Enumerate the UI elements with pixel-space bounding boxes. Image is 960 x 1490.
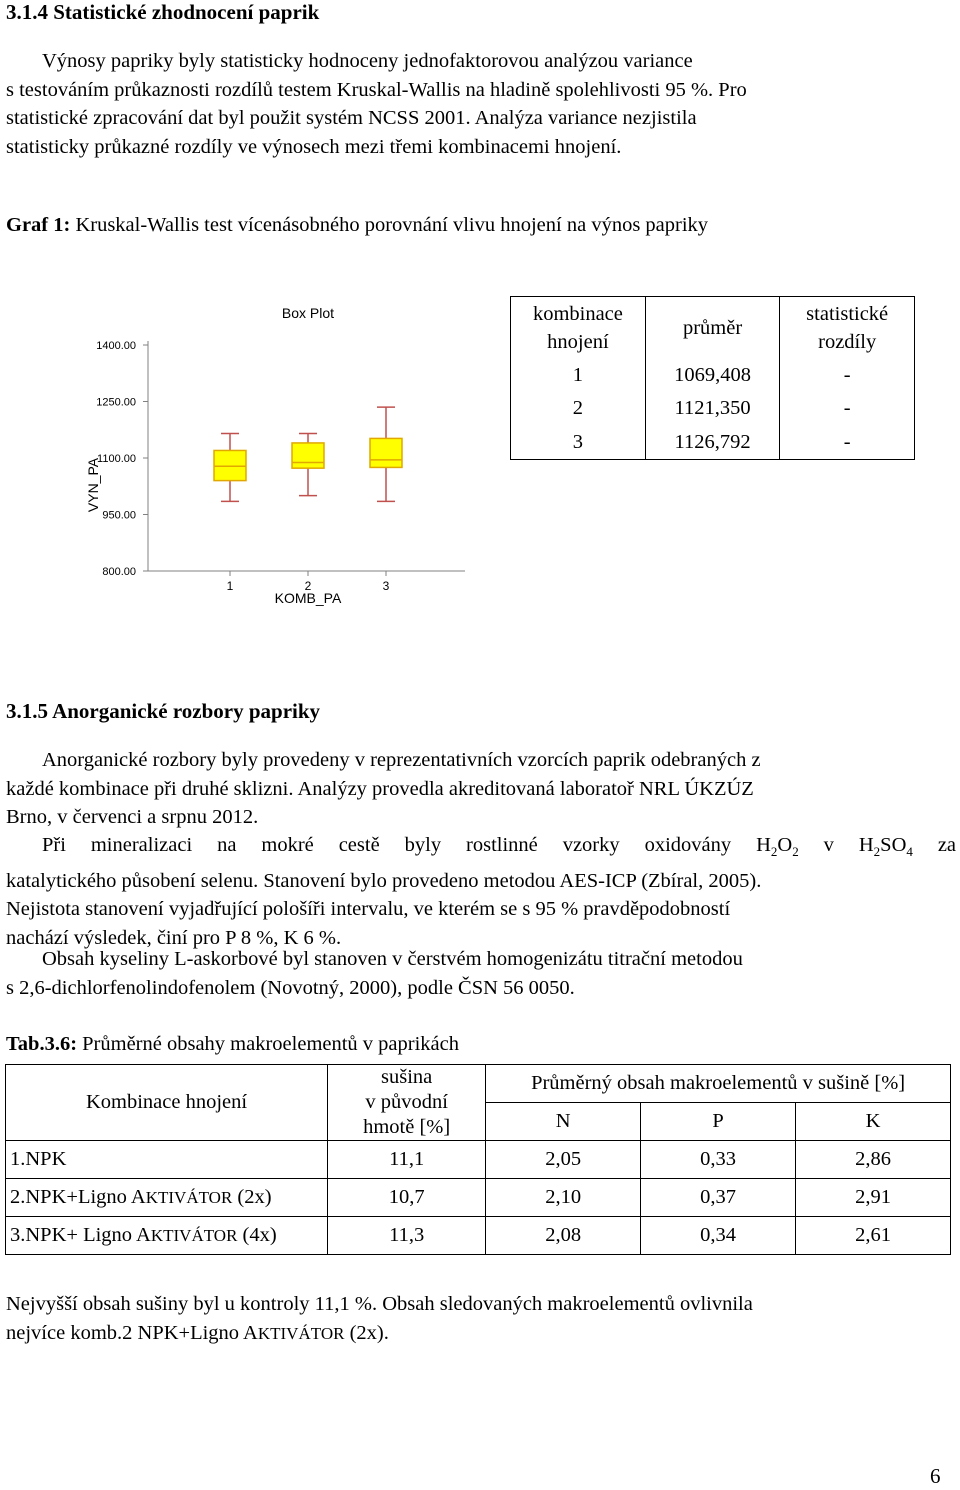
box-iqr: [214, 450, 246, 480]
table-cell: 2,05: [486, 1141, 641, 1179]
y-tick-label: 800.00: [102, 566, 136, 578]
header-text: hnojení: [547, 331, 609, 354]
table-cell: 1: [511, 360, 646, 392]
label-part: 2.NPK+Ligno A: [10, 1186, 146, 1208]
kruskal-summary-table: [510, 296, 915, 460]
paragraph-line: [6, 47, 944, 76]
label-part: (2x): [232, 1186, 272, 1208]
paragraph-line: [6, 945, 956, 974]
paragraph-line: katalytického působení selenu. Stanovení bylo provedeno metodou AES-ICP (Zbíral, 2005).: [6, 869, 762, 892]
header-cell-rozdily: [780, 297, 915, 360]
header-text: statistické: [806, 303, 889, 326]
table-cell: 1126,792: [645, 426, 780, 460]
y-tick-label: 1400.00: [96, 340, 136, 352]
table-cell: 1069,408: [645, 360, 780, 392]
paragraph-line: statisticky průkazné rozdíly ve výnosech mezi třemi kombinacemi hnojení.: [6, 135, 622, 158]
table-cell: 2,86: [796, 1141, 951, 1179]
section-heading-statistics: 3.1.4 Statistické zhodnocení paprik: [6, 0, 320, 24]
line-text: Výnosy papriky byly statisticky hodnoceny jednofaktorovou analýzou variance: [42, 50, 693, 72]
paragraph-line: každé kombinace při druhé sklizni. Analýzy provedla akreditovaná laboratoř NRL ÚKZÚZ: [6, 777, 754, 800]
word: v: [823, 834, 834, 856]
y-tick-label: 1250.00: [96, 396, 136, 409]
formula-h2so4: [858, 834, 913, 860]
page-number: 6: [930, 1464, 941, 1488]
graph-caption-text: Kruskal-Wallis test vícenásobného porovnání vlivu hnojení na výnos papriky: [70, 214, 709, 236]
table-header-row: [511, 297, 915, 360]
table-cell: 10,7: [328, 1179, 486, 1217]
x-axis-label: KOMB_PA: [274, 590, 342, 606]
anorganic-paragraph-2: [6, 831, 956, 952]
label-smallcaps: KTIVÁTOR: [150, 1226, 238, 1245]
x-tick-label: 3: [382, 579, 390, 593]
header-cell-p: P: [641, 1103, 796, 1141]
subscript: 4: [906, 844, 913, 860]
table-row: [6, 1179, 951, 1217]
table-cell: -: [780, 360, 915, 392]
box-iqr: [370, 438, 402, 467]
table-caption-text: Průměrné obsahy makroelementů v paprikách: [77, 1033, 460, 1055]
table-cell: 2,08: [486, 1217, 641, 1255]
paragraph-line: Brno, v červenci a srpnu 2012.: [6, 806, 259, 828]
row-label: [6, 1179, 328, 1217]
paragraph-line: s testováním průkaznosti rozdílů testem Kruskal-Wallis na hladině spolehlivosti 95 %. Pro: [6, 78, 747, 101]
table-cell: 2,10: [486, 1179, 641, 1217]
table-cell: 11,3: [328, 1217, 486, 1255]
table-row: [511, 360, 915, 392]
table-header-row: [6, 1065, 951, 1103]
paragraph-line: nachází výsledek, činí pro P 8 %, K 6 %.: [6, 926, 342, 949]
conclusion-paragraph: [6, 1290, 956, 1348]
table-cell: 0,34: [641, 1217, 796, 1255]
table-cell: -: [780, 392, 915, 426]
box-iqr: [292, 443, 324, 468]
paragraph-line: [6, 1319, 956, 1349]
table-caption: [6, 1033, 459, 1056]
table-cell: -: [780, 426, 915, 460]
table-row: [511, 426, 915, 460]
formula-h2o2: [756, 834, 799, 860]
header-cell-prumer: průměr: [645, 297, 780, 360]
chem-symbol: H: [756, 834, 771, 856]
chem-symbol: S: [880, 834, 892, 856]
x-tick-label: 2: [304, 579, 312, 593]
header-cell-kombinace: [511, 297, 646, 360]
section-heading-anorganic: 3.1.5 Anorganické rozbory papriky: [6, 699, 321, 723]
header-cell-n: N: [486, 1103, 641, 1141]
chem-symbol: H: [858, 834, 874, 856]
row-label: 1.NPK: [6, 1141, 328, 1179]
header-cell-susina: [328, 1065, 486, 1141]
table-cell: 0,37: [641, 1179, 796, 1217]
header-text: rozdíly: [818, 331, 877, 354]
table-cell: 2,91: [796, 1179, 951, 1217]
label-part: (4x): [237, 1224, 277, 1246]
table-cell: 1121,350: [645, 392, 780, 426]
subscript: 2: [770, 844, 778, 860]
paragraph-line: s 2,6-dichlorfenolindofenolem (Novotný, 2000), podle ČSN 56 0050.: [6, 976, 575, 999]
graph-caption: [6, 214, 708, 237]
y-tick-label: 1100.00: [97, 453, 136, 465]
header-cell-prumer: Průměrný obsah makroelementů v sušině [%]: [486, 1065, 951, 1103]
table-caption-label: Tab.3.6:: [6, 1033, 78, 1055]
table-cell: 2,61: [796, 1217, 951, 1255]
subscript: 2: [873, 844, 881, 860]
y-tick-label: 950.00: [102, 509, 136, 522]
header-cell-kombinace: Kombinace hnojení: [6, 1065, 328, 1141]
paragraph-line: statistické zpracování dat byl použit systém NCSS 2001. Analýza variance nezjistila: [6, 107, 697, 129]
x-tick-label: 1: [226, 579, 234, 593]
table-row: [6, 1217, 951, 1255]
table-row: [6, 1141, 951, 1179]
line-text: Obsah kyseliny L-askorbové byl stanoven v čerstvém homogenizátu titrační metodou: [42, 948, 743, 970]
box-plot-chart: [70, 300, 470, 610]
table-cell: 3: [511, 426, 646, 460]
label-part: 3.NPK+ Ligno A: [10, 1224, 151, 1246]
word: za: [937, 834, 957, 856]
subscript: 2: [792, 844, 799, 860]
paragraph-line: [6, 746, 956, 775]
table-row: [511, 392, 915, 426]
header-text: hmotě [%]: [363, 1116, 451, 1138]
line-text: Anorganické rozbory byly provedeny v reprezentativních vzorcích paprik odebraných z: [42, 749, 761, 771]
graph-caption-label: Graf 1:: [6, 214, 71, 236]
header-text: kombinace: [532, 303, 623, 326]
header-text: sušina: [381, 1066, 433, 1088]
table-cell: 2: [511, 392, 646, 426]
label-smallcaps: KTIVÁTOR: [145, 1188, 233, 1207]
y-axis-label: VYN_PA: [85, 457, 101, 513]
macroelements-table: [5, 1064, 951, 1255]
line-text: (2x).: [344, 1321, 389, 1344]
smallcaps-text: KTIVÁTOR: [257, 1323, 345, 1343]
line-text: nejvíce komb.2 NPK+Ligno A: [6, 1321, 258, 1344]
header-cell-k: K: [796, 1103, 951, 1141]
row-label: [6, 1217, 328, 1255]
table-cell: 0,33: [641, 1141, 796, 1179]
line-text: Při mineralizaci na mokré cestě byly rostlinné vzorky oxidovány: [42, 834, 732, 856]
table-cell: 11,1: [328, 1141, 486, 1179]
anorganic-paragraph-1: [6, 746, 956, 832]
anorganic-paragraph-3: [6, 945, 956, 1002]
paragraph-line: Nejistota stanovení vyjadřující pološíři intervalu, ve kterém se s 95 % pravděpodobností: [6, 898, 731, 921]
chem-symbol: O: [777, 834, 793, 856]
chart-title: Box Plot: [281, 305, 335, 321]
paragraph-line: [6, 831, 956, 867]
paragraph-line: Nejvyšší obsah sušiny byl u kontroly 11,1 %. Obsah sledovaných makroelementů ovlivnila: [6, 1293, 753, 1315]
statistics-paragraph: [6, 47, 944, 161]
header-text: v původní: [365, 1091, 448, 1113]
chem-symbol: O: [891, 834, 907, 856]
